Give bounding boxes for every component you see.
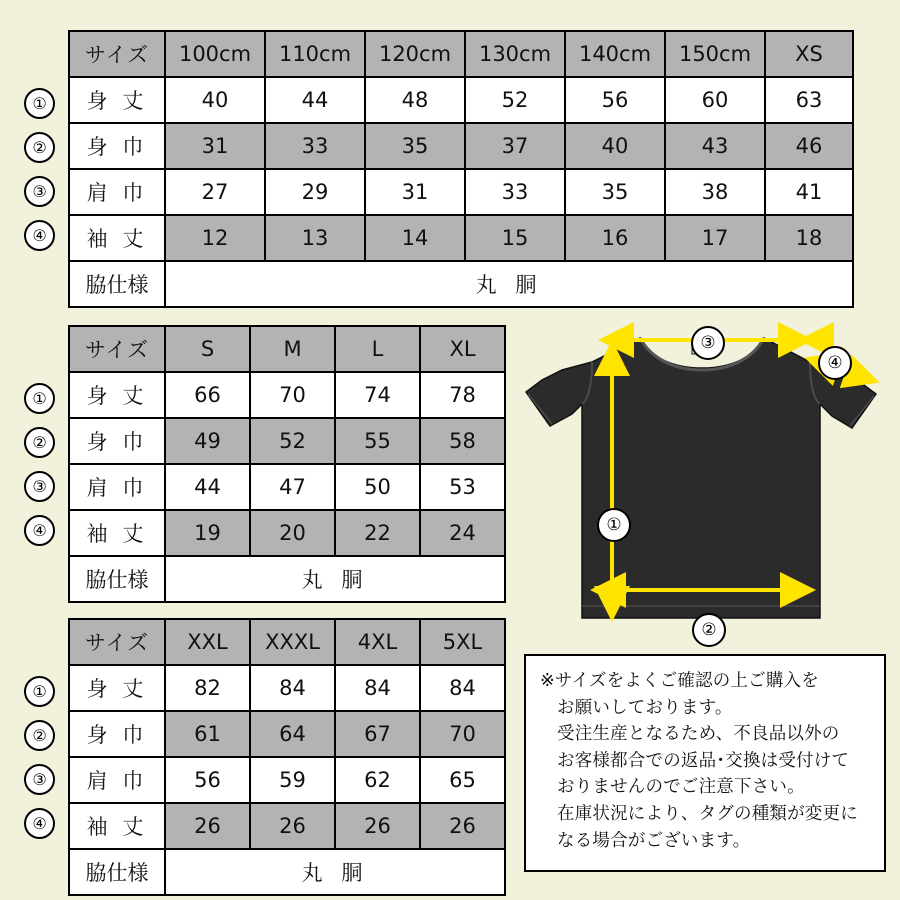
cell: 52 <box>465 77 565 123</box>
header-size-label: サイズ <box>69 31 165 77</box>
cell: 37 <box>465 123 565 169</box>
cell: 65 <box>420 757 505 803</box>
adult-size-table <box>68 325 506 603</box>
cell: 62 <box>335 757 420 803</box>
side-spec-label: 脇仕様 <box>69 556 165 602</box>
cell: 56 <box>165 757 250 803</box>
row-label: 袖 丈 <box>69 215 165 261</box>
table-row <box>69 757 505 803</box>
cell: 27 <box>165 169 265 215</box>
notice-line-5: おりませんのでご注意下さい。 <box>557 777 805 798</box>
cell: 64 <box>250 711 335 757</box>
row-marker-2: ② <box>24 132 55 163</box>
cell: 15 <box>465 215 565 261</box>
cell: 38 <box>665 169 765 215</box>
notice-line-2: お願いしております。 <box>557 697 733 718</box>
cell: 26 <box>420 803 505 849</box>
cell: 35 <box>565 169 665 215</box>
notice-line-1: ※サイズをよくご確認の上ご購入を <box>540 671 819 691</box>
marker-4: ④ <box>818 346 852 380</box>
table-row <box>69 510 505 556</box>
table-row <box>69 711 505 757</box>
row-label: 身 巾 <box>69 418 165 464</box>
header-size-1: M <box>250 326 335 372</box>
cell: 41 <box>765 169 853 215</box>
table-header-row <box>69 326 505 372</box>
cell: 26 <box>165 803 250 849</box>
cell: 16 <box>565 215 665 261</box>
cell: 48 <box>365 77 465 123</box>
tshirt-diagram <box>520 318 890 648</box>
cell: 84 <box>420 665 505 711</box>
notice-line-7: なる場合がございます。 <box>557 830 751 851</box>
cell: 84 <box>335 665 420 711</box>
table-row <box>69 215 853 261</box>
table-row <box>69 77 853 123</box>
notice-line-6: 在庫状況により、タグの種類が変更に <box>557 803 858 824</box>
side-spec-value: 丸 胴 <box>165 556 505 602</box>
cell: 35 <box>365 123 465 169</box>
row-label: 袖 丈 <box>69 510 165 556</box>
cell: 22 <box>335 510 420 556</box>
table-row <box>69 169 853 215</box>
cell: 84 <box>250 665 335 711</box>
side-spec-value: 丸 胴 <box>165 849 505 895</box>
table-row <box>69 372 505 418</box>
cell: 55 <box>335 418 420 464</box>
row-label: 肩 巾 <box>69 757 165 803</box>
cell: 20 <box>250 510 335 556</box>
header-size-4: 140cm <box>565 31 665 77</box>
cell: 40 <box>165 77 265 123</box>
row-label: 肩 巾 <box>69 169 165 215</box>
cell: 70 <box>420 711 505 757</box>
cell: 29 <box>265 169 365 215</box>
cell: 60 <box>665 77 765 123</box>
marker-2: ② <box>692 613 726 647</box>
cell: 50 <box>335 464 420 510</box>
cell: 44 <box>165 464 250 510</box>
row-label: 身 丈 <box>69 77 165 123</box>
cell: 43 <box>665 123 765 169</box>
cell: 24 <box>420 510 505 556</box>
row-marker-1: ① <box>24 88 55 119</box>
header-size-0: XXL <box>165 619 250 665</box>
cell: 67 <box>335 711 420 757</box>
header-size-0: 100cm <box>165 31 265 77</box>
cell: 40 <box>565 123 665 169</box>
row-marker-2: ② <box>24 720 55 751</box>
cell: 18 <box>765 215 853 261</box>
table-side-row <box>69 849 505 895</box>
header-size-2: L <box>335 326 420 372</box>
header-size-2: 120cm <box>365 31 465 77</box>
row-marker-3: ③ <box>24 471 55 502</box>
table-side-row <box>69 556 505 602</box>
row-label: 身 丈 <box>69 372 165 418</box>
big-size-table <box>68 618 506 896</box>
cell: 19 <box>165 510 250 556</box>
table-row <box>69 665 505 711</box>
cell: 33 <box>265 123 365 169</box>
cell: 13 <box>265 215 365 261</box>
cell: 44 <box>265 77 365 123</box>
cell: 12 <box>165 215 265 261</box>
marker-3: ③ <box>691 326 725 360</box>
cell: 17 <box>665 215 765 261</box>
cell: 59 <box>250 757 335 803</box>
table-row <box>69 464 505 510</box>
table-row <box>69 803 505 849</box>
notice-box <box>524 654 886 872</box>
row-label: 肩 巾 <box>69 464 165 510</box>
header-size-6: XS <box>765 31 853 77</box>
cell: 58 <box>420 418 505 464</box>
cell: 26 <box>335 803 420 849</box>
table-header-row <box>69 31 853 77</box>
row-marker-4: ④ <box>24 808 55 839</box>
cell: 47 <box>250 464 335 510</box>
row-marker-3: ③ <box>24 764 55 795</box>
row-marker-3: ③ <box>24 176 55 207</box>
header-size-1: XXXL <box>250 619 335 665</box>
cell: 14 <box>365 215 465 261</box>
notice-line-4: お客様都合での返品･交換は受付けて <box>557 750 850 771</box>
row-label: 身 巾 <box>69 123 165 169</box>
cell: 66 <box>165 372 250 418</box>
cell: 56 <box>565 77 665 123</box>
row-label: 袖 丈 <box>69 803 165 849</box>
cell: 31 <box>165 123 265 169</box>
cell: 31 <box>365 169 465 215</box>
header-size-3: 130cm <box>465 31 565 77</box>
row-marker-1: ① <box>24 383 55 414</box>
table-side-row <box>69 261 853 307</box>
header-size-label: サイズ <box>69 619 165 665</box>
notice-line-3: 受注生産となるため、不良品以外の <box>557 724 840 745</box>
header-size-1: 110cm <box>265 31 365 77</box>
row-marker-4: ④ <box>24 515 55 546</box>
cell: 49 <box>165 418 250 464</box>
kids-size-table <box>68 30 854 308</box>
cell: 63 <box>765 77 853 123</box>
cell: 46 <box>765 123 853 169</box>
side-spec-label: 脇仕様 <box>69 261 165 307</box>
row-label: 身 巾 <box>69 711 165 757</box>
cell: 70 <box>250 372 335 418</box>
shirt-body <box>526 338 876 618</box>
header-size-label: サイズ <box>69 326 165 372</box>
side-spec-label: 脇仕様 <box>69 849 165 895</box>
cell: 78 <box>420 372 505 418</box>
header-size-0: S <box>165 326 250 372</box>
cell: 74 <box>335 372 420 418</box>
table-row <box>69 418 505 464</box>
table-row <box>69 123 853 169</box>
cell: 53 <box>420 464 505 510</box>
header-size-5: 150cm <box>665 31 765 77</box>
header-size-2: 4XL <box>335 619 420 665</box>
cell: 52 <box>250 418 335 464</box>
header-size-3: XL <box>420 326 505 372</box>
cell: 26 <box>250 803 335 849</box>
marker-1: ① <box>597 508 631 542</box>
row-marker-4: ④ <box>24 220 55 251</box>
side-spec-value: 丸 胴 <box>165 261 853 307</box>
cell: 33 <box>465 169 565 215</box>
row-marker-2: ② <box>24 427 55 458</box>
cell: 61 <box>165 711 250 757</box>
table-header-row <box>69 619 505 665</box>
row-marker-1: ① <box>24 676 55 707</box>
row-label: 身 丈 <box>69 665 165 711</box>
cell: 82 <box>165 665 250 711</box>
header-size-3: 5XL <box>420 619 505 665</box>
